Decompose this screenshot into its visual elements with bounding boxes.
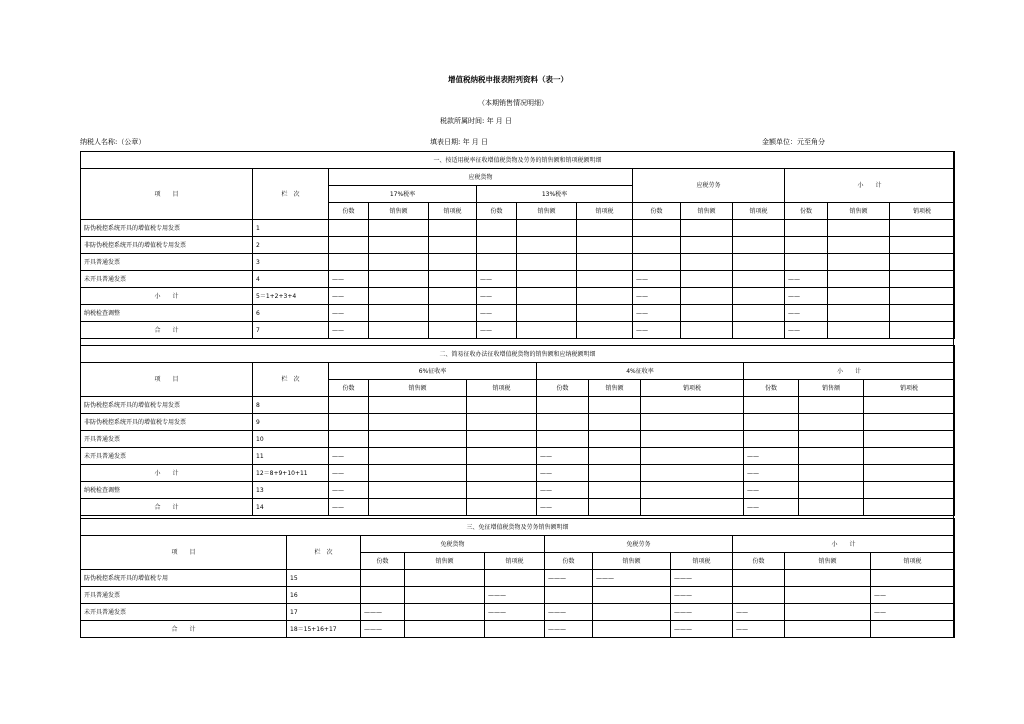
row-column-no: 13	[253, 482, 329, 499]
table-row	[81, 414, 955, 431]
subheader-cell: 份数	[329, 203, 369, 220]
data-cell[interactable]	[517, 237, 577, 254]
data-cell[interactable]: ——	[537, 499, 589, 516]
data-cell[interactable]	[369, 220, 429, 237]
row-column-no: 11	[253, 448, 329, 465]
data-cell[interactable]	[633, 220, 681, 237]
data-cell[interactable]	[429, 237, 477, 254]
row-item-label: 纳税检查调整	[81, 482, 253, 499]
data-cell[interactable]: ——	[329, 288, 369, 305]
data-cell[interactable]: ——	[871, 587, 955, 604]
data-cell[interactable]	[329, 254, 369, 271]
data-cell[interactable]: ——	[633, 322, 681, 339]
data-cell[interactable]	[733, 237, 785, 254]
row-item-label: 纳税检查调整	[81, 305, 253, 322]
data-cell[interactable]	[369, 288, 429, 305]
table-row	[81, 482, 955, 499]
data-cell[interactable]: ———	[671, 570, 733, 587]
data-cell[interactable]	[517, 305, 577, 322]
tax-period: 税款所属时间: 年 月 日	[440, 117, 513, 125]
data-cell[interactable]	[545, 587, 593, 604]
data-cell[interactable]	[467, 414, 537, 431]
data-cell[interactable]	[589, 397, 641, 414]
data-cell[interactable]	[733, 254, 785, 271]
data-cell[interactable]	[369, 271, 429, 288]
data-cell[interactable]	[589, 499, 641, 516]
subheader-cell: 份数	[477, 203, 517, 220]
section2-table	[80, 345, 955, 516]
data-cell[interactable]: ——	[744, 499, 799, 516]
data-cell[interactable]	[799, 397, 864, 414]
data-cell[interactable]	[467, 448, 537, 465]
rate-13-header: 13%税率	[477, 186, 633, 203]
data-cell[interactable]	[405, 587, 485, 604]
data-cell[interactable]	[589, 448, 641, 465]
row-item-label: 未开具普通发票	[81, 448, 253, 465]
data-cell[interactable]	[799, 448, 864, 465]
table-row	[81, 621, 955, 638]
data-cell[interactable]	[733, 570, 785, 587]
data-cell[interactable]: ———	[485, 587, 545, 604]
table-row	[81, 465, 955, 482]
row-column-no: 2	[253, 237, 329, 254]
data-cell[interactable]	[681, 288, 733, 305]
data-cell[interactable]	[828, 237, 890, 254]
table-row	[81, 431, 955, 448]
data-cell[interactable]: ——	[477, 271, 517, 288]
row-column-no: 7	[253, 322, 329, 339]
row-column-no: 16	[287, 587, 361, 604]
data-cell[interactable]: ——	[477, 288, 517, 305]
data-cell[interactable]	[785, 621, 871, 638]
data-cell[interactable]	[429, 305, 477, 322]
data-cell[interactable]	[593, 604, 671, 621]
data-cell[interactable]	[864, 397, 955, 414]
data-cell[interactable]	[593, 621, 671, 638]
data-cell[interactable]	[864, 431, 955, 448]
subheader-cell: 销售额	[517, 203, 577, 220]
data-cell[interactable]	[744, 431, 799, 448]
data-cell[interactable]: ———	[545, 604, 593, 621]
subheader-cell: 销项税	[864, 380, 955, 397]
section2-heading: 二、简易征收办法征收增值税货物的销售额和应纳税额明细	[81, 346, 955, 363]
row-item-label: 防伪税控系统开具的增值税专用	[81, 570, 287, 587]
table-row	[81, 237, 955, 254]
column-no-header: 栏 次	[253, 363, 329, 397]
row-item-label: 小 计	[81, 465, 253, 482]
data-cell[interactable]	[369, 482, 467, 499]
section1-heading: 一、按适用税率征收增值税货物及劳务的销售额和销项税额明细	[81, 152, 955, 169]
subheader-cell: 销项税	[429, 203, 477, 220]
subheader-cell: 份数	[329, 380, 369, 397]
data-cell[interactable]	[681, 220, 733, 237]
subheader-cell: 份数	[545, 553, 593, 570]
data-cell[interactable]	[589, 482, 641, 499]
data-cell[interactable]	[329, 431, 369, 448]
data-cell[interactable]	[633, 237, 681, 254]
data-cell[interactable]	[577, 254, 633, 271]
table-row	[81, 254, 955, 271]
table-row	[81, 604, 955, 621]
data-cell[interactable]	[681, 271, 733, 288]
data-cell[interactable]	[369, 414, 467, 431]
taxpayer-name: 纳税人名称:（公章）	[80, 138, 146, 146]
data-cell[interactable]	[641, 448, 744, 465]
data-cell[interactable]: ——	[329, 271, 369, 288]
subheader-cell: 销售额	[828, 203, 890, 220]
taxable-goods-header: 应税货物	[329, 169, 633, 186]
data-cell[interactable]	[369, 237, 429, 254]
row-column-no: 9	[253, 414, 329, 431]
subheader-cell: 销项税	[733, 203, 785, 220]
row-item-label: 开具普通发票	[81, 587, 287, 604]
amount-unit: 金额单位：元至角分	[762, 138, 825, 146]
data-cell[interactable]	[799, 482, 864, 499]
row-column-no: 4	[253, 271, 329, 288]
data-cell[interactable]	[890, 237, 955, 254]
data-cell[interactable]	[890, 288, 955, 305]
column-no-header: 栏 次	[253, 169, 329, 220]
data-cell[interactable]	[517, 271, 577, 288]
subheader-cell: 份数	[733, 553, 785, 570]
data-cell[interactable]	[633, 254, 681, 271]
subheader-cell: 销项税	[577, 203, 633, 220]
data-cell[interactable]: ——	[785, 288, 828, 305]
data-cell[interactable]	[733, 288, 785, 305]
data-cell[interactable]: ——	[329, 322, 369, 339]
data-cell[interactable]	[405, 621, 485, 638]
data-cell[interactable]	[641, 499, 744, 516]
subheader-cell: 份数	[537, 380, 589, 397]
row-column-no: 1	[253, 220, 329, 237]
data-cell[interactable]: ——	[477, 322, 517, 339]
row-column-no: 8	[253, 397, 329, 414]
data-cell[interactable]	[828, 322, 890, 339]
subheader-cell: 销项税	[890, 203, 955, 220]
data-cell[interactable]	[641, 414, 744, 431]
taxable-services-header: 应税劳务	[633, 169, 785, 203]
data-cell[interactable]	[429, 322, 477, 339]
data-cell[interactable]	[733, 322, 785, 339]
document-title: 增值税纳税申报表附列资料（表一）	[448, 75, 568, 84]
row-item-label: 防伪税控系统开具的增值税专用发票	[81, 220, 253, 237]
data-cell[interactable]	[467, 499, 537, 516]
data-cell[interactable]	[744, 414, 799, 431]
table-row	[81, 305, 955, 322]
data-cell[interactable]: ———	[545, 621, 593, 638]
data-cell[interactable]: ——	[633, 305, 681, 322]
row-column-no: 17	[287, 604, 361, 621]
subheader-cell: 销售额	[589, 380, 641, 397]
table-row	[81, 220, 955, 237]
subheader-cell: 销项税	[467, 380, 537, 397]
section1-table	[80, 151, 955, 339]
subheader-cell: 份数	[744, 380, 799, 397]
fill-date: 填表日期: 年 月 日	[430, 138, 489, 146]
data-cell[interactable]	[828, 271, 890, 288]
data-cell[interactable]	[864, 448, 955, 465]
table-row	[81, 448, 955, 465]
data-cell[interactable]	[641, 482, 744, 499]
data-cell[interactable]	[467, 397, 537, 414]
data-cell[interactable]: ——	[633, 271, 681, 288]
data-cell[interactable]	[477, 237, 517, 254]
data-cell[interactable]: ——	[744, 465, 799, 482]
data-cell[interactable]	[641, 431, 744, 448]
data-cell[interactable]	[681, 254, 733, 271]
row-item-label: 非防伪税控系统开具的增值税专用发票	[81, 414, 253, 431]
table-row	[81, 587, 955, 604]
row-item-label: 开具普通发票	[81, 254, 253, 271]
subheader-cell: 份数	[361, 553, 405, 570]
data-cell[interactable]: ——	[329, 305, 369, 322]
data-cell[interactable]	[864, 499, 955, 516]
data-cell[interactable]	[369, 465, 467, 482]
data-cell[interactable]	[577, 322, 633, 339]
data-cell[interactable]: ——	[871, 604, 955, 621]
data-cell[interactable]	[477, 220, 517, 237]
data-cell[interactable]	[681, 322, 733, 339]
row-item-label: 合 计	[81, 499, 253, 516]
data-cell[interactable]	[329, 397, 369, 414]
data-cell[interactable]	[369, 448, 467, 465]
data-cell[interactable]	[429, 271, 477, 288]
data-cell[interactable]: ——	[329, 465, 369, 482]
subheader-cell: 份数	[633, 203, 681, 220]
data-cell[interactable]: ———	[671, 587, 733, 604]
subtotal-header: 小 计	[744, 363, 955, 380]
subheader-cell: 销项税	[671, 553, 733, 570]
data-cell[interactable]	[477, 254, 517, 271]
data-cell[interactable]	[577, 271, 633, 288]
data-cell[interactable]	[369, 305, 429, 322]
free-goods-header: 免税货物	[361, 536, 545, 553]
data-cell[interactable]	[369, 254, 429, 271]
data-cell[interactable]	[593, 587, 671, 604]
data-cell[interactable]	[681, 237, 733, 254]
data-cell[interactable]	[785, 587, 871, 604]
data-cell[interactable]	[361, 587, 405, 604]
subheader-cell: 份数	[785, 203, 828, 220]
rate-6-header: 6%征收率	[329, 363, 537, 380]
data-cell[interactable]	[429, 254, 477, 271]
data-cell[interactable]: ——	[537, 482, 589, 499]
data-cell[interactable]	[871, 621, 955, 638]
subheader-cell: 销售额	[369, 203, 429, 220]
data-cell[interactable]	[369, 431, 467, 448]
data-cell[interactable]	[890, 254, 955, 271]
row-column-no: 5＝1+2+3+4	[253, 288, 329, 305]
row-column-no: 10	[253, 431, 329, 448]
subheader-cell: 销项税	[485, 553, 545, 570]
data-cell[interactable]	[589, 414, 641, 431]
data-cell[interactable]	[467, 431, 537, 448]
data-cell[interactable]: ——	[785, 271, 828, 288]
data-cell[interactable]: ———	[361, 621, 405, 638]
table-row	[81, 499, 955, 516]
data-cell[interactable]	[517, 254, 577, 271]
data-cell[interactable]	[785, 237, 828, 254]
data-cell[interactable]: ——	[329, 448, 369, 465]
data-cell[interactable]	[733, 220, 785, 237]
data-cell[interactable]	[369, 499, 467, 516]
data-cell[interactable]	[744, 397, 799, 414]
rate-4-header: 4%征收率	[537, 363, 744, 380]
data-cell[interactable]	[485, 570, 545, 587]
data-cell[interactable]: ——	[744, 482, 799, 499]
data-cell[interactable]: ——	[733, 604, 785, 621]
subheader-cell: 销项税	[641, 380, 744, 397]
data-cell[interactable]	[828, 305, 890, 322]
table-row	[81, 271, 955, 288]
data-cell[interactable]	[429, 288, 477, 305]
data-cell[interactable]	[890, 305, 955, 322]
data-cell[interactable]	[485, 621, 545, 638]
data-cell[interactable]: ——	[785, 305, 828, 322]
data-cell[interactable]	[799, 414, 864, 431]
section3-heading: 三、免征增值税货物及劳务销售额明细	[81, 519, 955, 536]
data-cell[interactable]	[577, 288, 633, 305]
data-cell[interactable]	[517, 322, 577, 339]
row-column-no: 18＝15+16+17	[287, 621, 361, 638]
rate-17-header: 17%税率	[329, 186, 477, 203]
item-header: 项 目	[81, 363, 253, 397]
row-column-no: 15	[287, 570, 361, 587]
table-row	[81, 570, 955, 587]
data-cell[interactable]	[537, 431, 589, 448]
row-column-no: 12＝8+9+10+11	[253, 465, 329, 482]
row-item-label: 小 计	[81, 288, 253, 305]
data-cell[interactable]	[537, 414, 589, 431]
table-row	[81, 322, 955, 339]
data-cell[interactable]	[799, 465, 864, 482]
row-item-label: 未开具普通发票	[81, 604, 287, 621]
data-cell[interactable]: ——	[785, 322, 828, 339]
subheader-cell: 销售额	[405, 553, 485, 570]
subtotal-header: 小 计	[733, 536, 955, 553]
data-cell[interactable]	[785, 220, 828, 237]
data-cell[interactable]	[828, 220, 890, 237]
data-cell[interactable]: ———	[545, 570, 593, 587]
data-cell[interactable]	[641, 397, 744, 414]
document-subtitle: （本期销售情况明细）	[478, 99, 548, 107]
data-cell[interactable]	[405, 570, 485, 587]
data-cell[interactable]: ——	[329, 499, 369, 516]
data-cell[interactable]	[517, 220, 577, 237]
data-cell[interactable]	[577, 237, 633, 254]
data-cell[interactable]	[864, 482, 955, 499]
subheader-cell: 销项税	[871, 553, 955, 570]
data-cell[interactable]: ———	[593, 570, 671, 587]
data-cell[interactable]	[890, 322, 955, 339]
item-header: 项 目	[81, 536, 287, 570]
row-item-label: 未开具普通发票	[81, 271, 253, 288]
data-cell[interactable]	[785, 254, 828, 271]
data-cell[interactable]	[467, 482, 537, 499]
data-cell[interactable]	[369, 322, 429, 339]
data-cell[interactable]	[589, 431, 641, 448]
data-cell[interactable]	[329, 237, 369, 254]
data-cell[interactable]: ———	[671, 621, 733, 638]
data-cell[interactable]: ———	[671, 604, 733, 621]
subheader-cell: 销售额	[785, 553, 871, 570]
data-cell[interactable]	[369, 397, 467, 414]
data-cell[interactable]	[577, 220, 633, 237]
row-item-label: 开具普通发票	[81, 431, 253, 448]
data-cell[interactable]	[517, 288, 577, 305]
table-row	[81, 397, 955, 414]
data-cell[interactable]	[329, 414, 369, 431]
data-cell[interactable]	[828, 254, 890, 271]
section3-table	[80, 518, 955, 638]
data-cell[interactable]	[361, 570, 405, 587]
data-cell[interactable]	[405, 604, 485, 621]
row-item-label: 合 计	[81, 621, 287, 638]
data-cell[interactable]	[864, 414, 955, 431]
table-row	[81, 288, 955, 305]
data-cell[interactable]	[890, 271, 955, 288]
data-cell[interactable]	[589, 465, 641, 482]
subheader-cell: 销售额	[681, 203, 733, 220]
data-cell[interactable]	[733, 271, 785, 288]
data-cell[interactable]	[864, 465, 955, 482]
row-column-no: 14	[253, 499, 329, 516]
row-item-label: 合 计	[81, 322, 253, 339]
data-cell[interactable]	[537, 397, 589, 414]
data-cell[interactable]: ———	[361, 604, 405, 621]
data-cell[interactable]: ——	[477, 305, 517, 322]
item-header: 项 目	[81, 169, 253, 220]
free-services-header: 免税劳务	[545, 536, 733, 553]
data-cell[interactable]: ——	[329, 482, 369, 499]
data-cell[interactable]	[828, 288, 890, 305]
data-cell[interactable]: ———	[485, 604, 545, 621]
data-cell[interactable]	[733, 587, 785, 604]
column-no-header: 栏 次	[287, 536, 361, 570]
data-cell[interactable]	[799, 499, 864, 516]
row-item-label: 非防伪税控系统开具的增值税专用发票	[81, 237, 253, 254]
row-column-no: 3	[253, 254, 329, 271]
data-cell[interactable]	[871, 570, 955, 587]
data-cell[interactable]	[467, 465, 537, 482]
row-item-label: 防伪税控系统开具的增值税专用发票	[81, 397, 253, 414]
row-column-no: 6	[253, 305, 329, 322]
data-cell[interactable]: ——	[537, 448, 589, 465]
data-cell[interactable]	[799, 431, 864, 448]
data-cell[interactable]	[329, 220, 369, 237]
data-cell[interactable]: ——	[733, 621, 785, 638]
data-cell[interactable]	[785, 604, 871, 621]
data-cell[interactable]	[733, 305, 785, 322]
data-cell[interactable]	[429, 220, 477, 237]
data-cell[interactable]	[785, 570, 871, 587]
data-cell[interactable]	[890, 220, 955, 237]
subtotal-header: 小 计	[785, 169, 955, 203]
data-cell[interactable]: ——	[744, 448, 799, 465]
subheader-cell: 销售额	[799, 380, 864, 397]
data-cell[interactable]	[577, 305, 633, 322]
subheader-cell: 销售额	[369, 380, 467, 397]
data-cell[interactable]: ——	[633, 288, 681, 305]
data-cell[interactable]: ——	[537, 465, 589, 482]
data-cell[interactable]	[641, 465, 744, 482]
data-cell[interactable]	[681, 305, 733, 322]
subheader-cell: 销售额	[593, 553, 671, 570]
